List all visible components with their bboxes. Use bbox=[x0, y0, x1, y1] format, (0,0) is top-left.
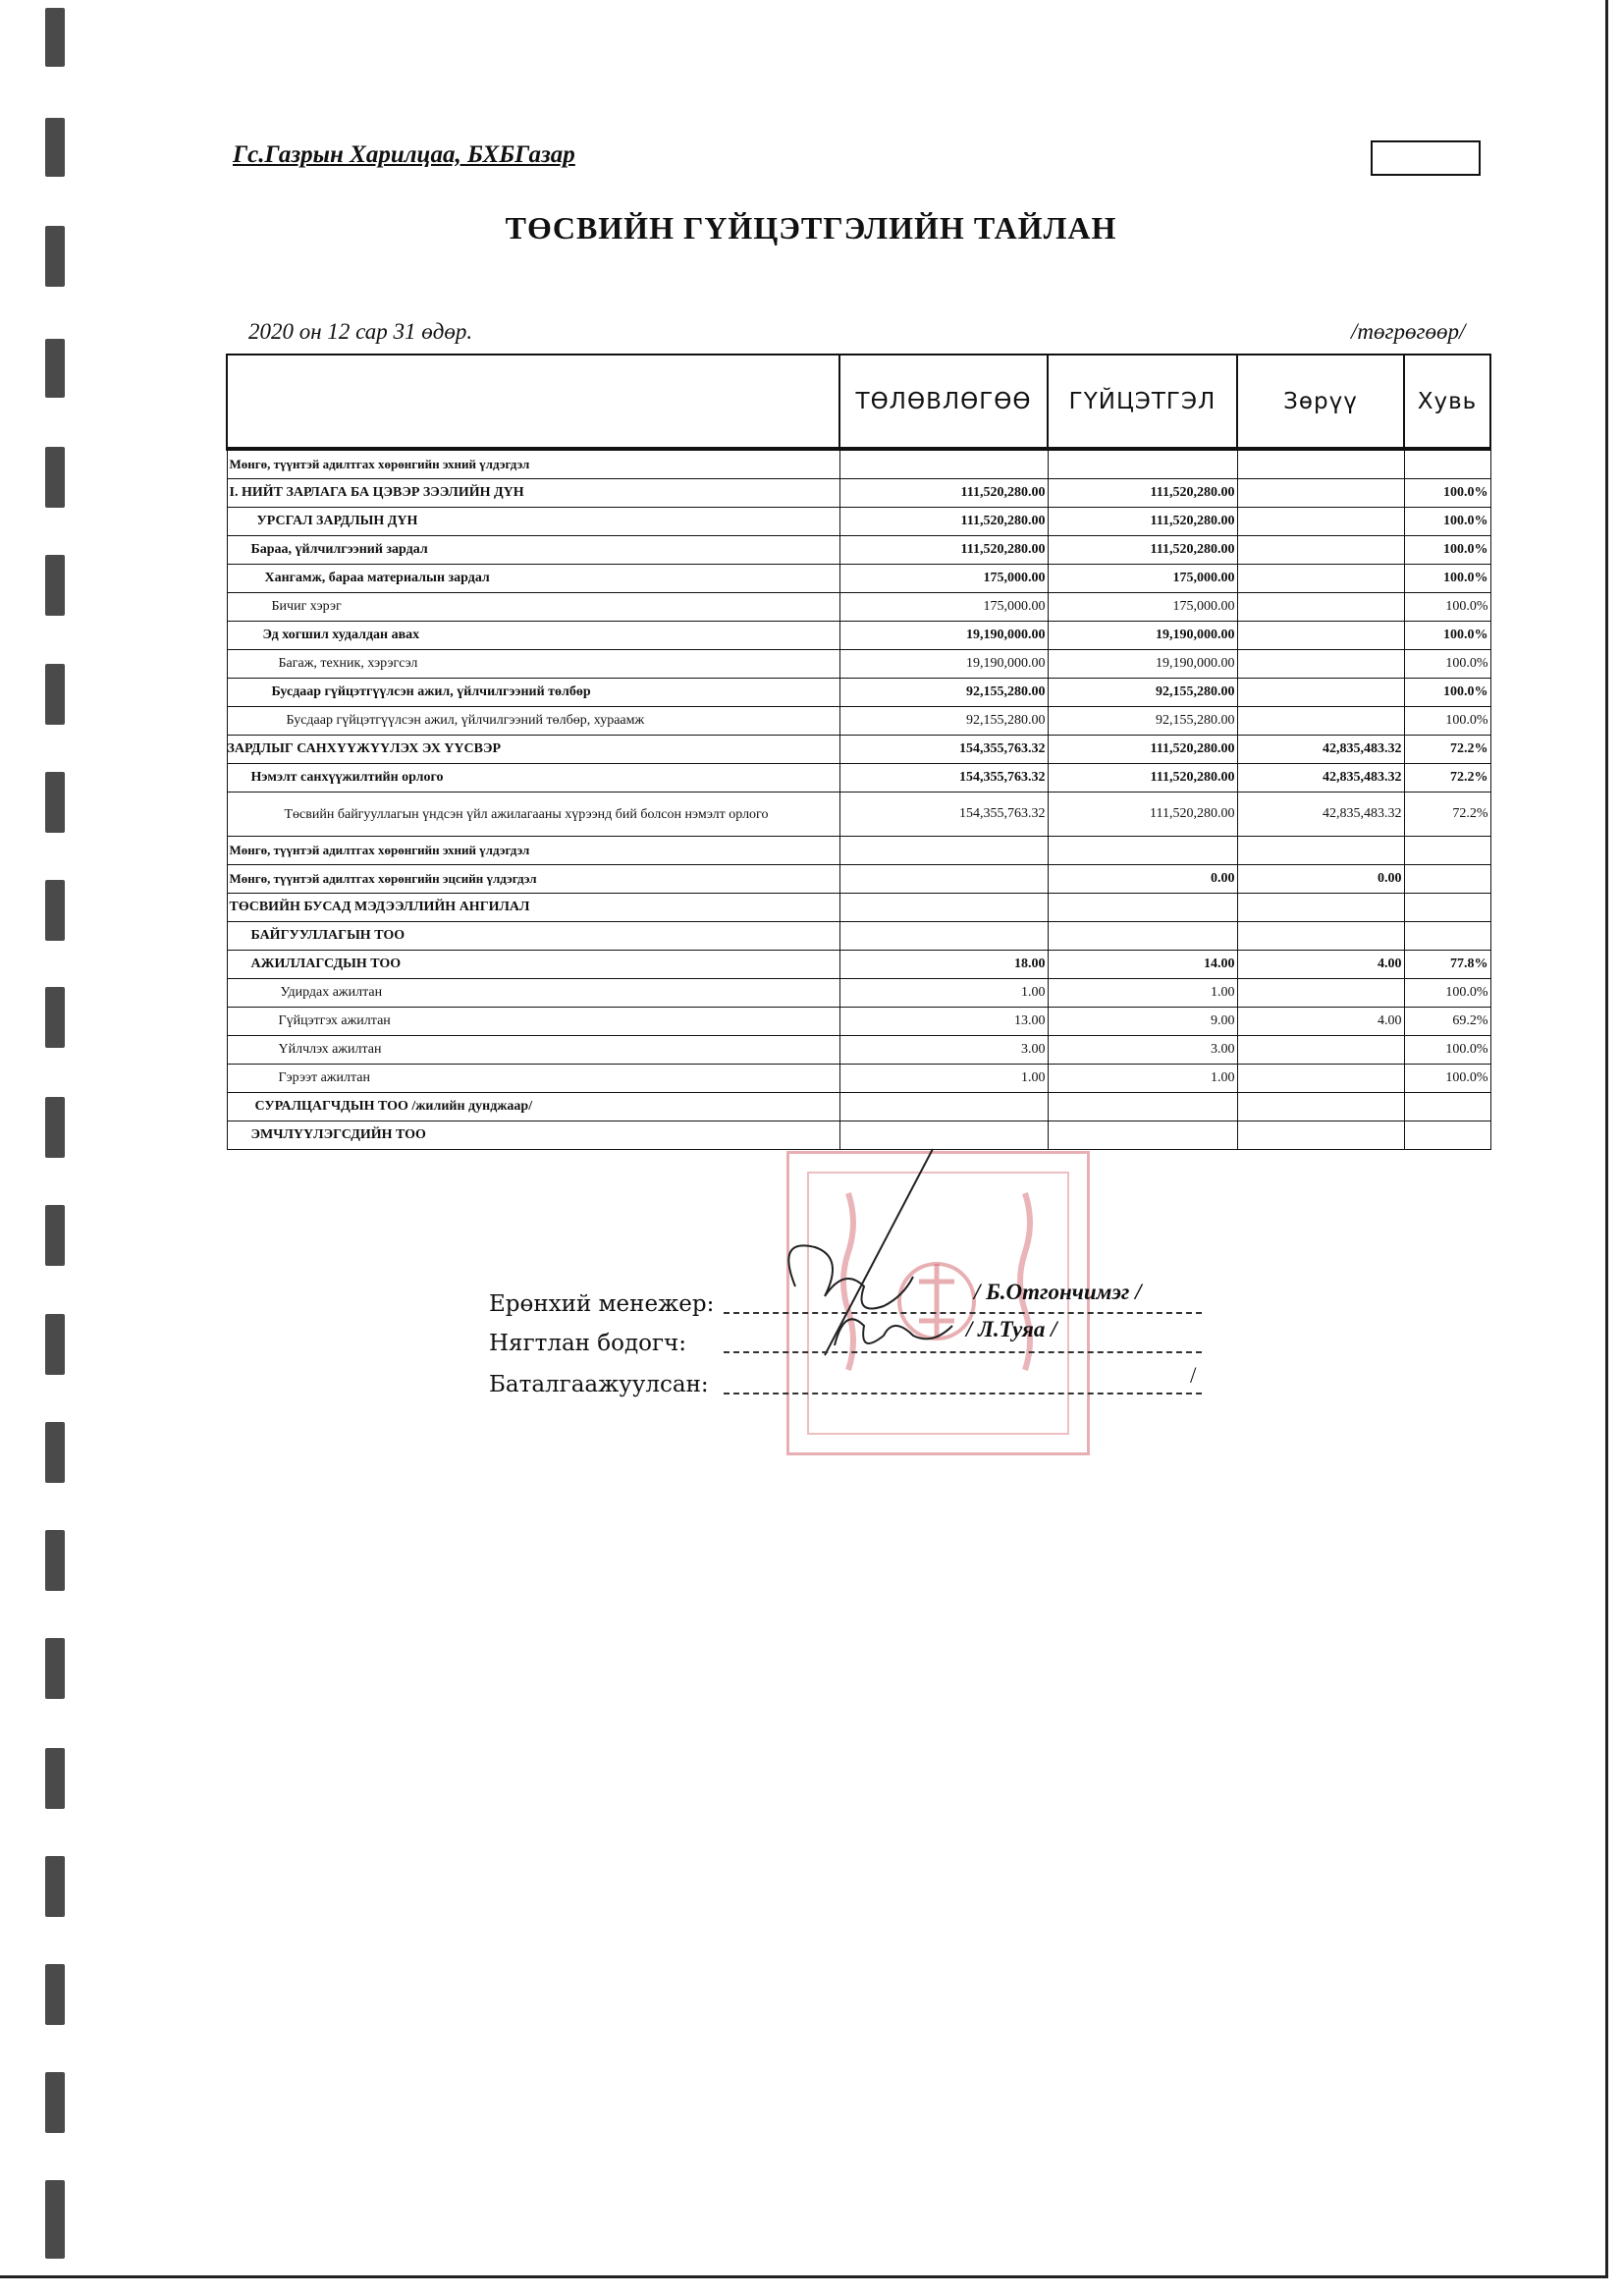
row-label: БАЙГУУЛЛАГЫН ТОО bbox=[227, 922, 839, 951]
table-row bbox=[227, 565, 1490, 593]
signature-name: / Л.Туяа / bbox=[966, 1317, 1057, 1341]
difference-cell bbox=[1237, 479, 1404, 508]
table-row bbox=[227, 865, 1490, 894]
row-label: СУРАЛЦАГЧДЫН ТОО /жилийн дунджаар/ bbox=[227, 1093, 839, 1121]
plan-cell: 111,520,280.00 bbox=[839, 479, 1048, 508]
row-label: Үйлчлэх ажилтан bbox=[227, 1036, 839, 1065]
signature-line bbox=[724, 1312, 1202, 1314]
column-header-plan: ТӨЛӨВЛӨГӨӨ bbox=[839, 355, 1048, 449]
row-label: ТӨСВИЙН БУСАД МЭДЭЭЛЛИЙН АНГИЛАЛ bbox=[227, 894, 839, 922]
table-row bbox=[227, 622, 1490, 650]
actual-cell: 1.00 bbox=[1048, 1065, 1237, 1093]
column-header-percent: Хувь bbox=[1404, 355, 1490, 449]
difference-cell bbox=[1237, 1093, 1404, 1121]
row-label: Нэмэлт санхүүжилтийн орлого bbox=[227, 764, 839, 793]
table-row bbox=[227, 1093, 1490, 1121]
percent-cell: 100.0% bbox=[1404, 622, 1490, 650]
percent-cell: 100.0% bbox=[1404, 679, 1490, 707]
actual-cell: 92,155,280.00 bbox=[1048, 679, 1237, 707]
difference-cell: 42,835,483.32 bbox=[1237, 764, 1404, 793]
difference-cell bbox=[1237, 449, 1404, 479]
signature-line bbox=[724, 1393, 1202, 1394]
difference-cell bbox=[1237, 1121, 1404, 1150]
percent-cell bbox=[1404, 865, 1490, 894]
binder-hole bbox=[45, 664, 65, 725]
plan-cell bbox=[839, 865, 1048, 894]
percent-cell: 100.0% bbox=[1404, 593, 1490, 622]
plan-cell: 154,355,763.32 bbox=[839, 764, 1048, 793]
row-label: ЭМЧЛҮҮЛЭГСДИЙН ТОО bbox=[227, 1121, 839, 1150]
table-row bbox=[227, 1036, 1490, 1065]
percent-cell: 77.8% bbox=[1404, 951, 1490, 979]
difference-cell bbox=[1237, 650, 1404, 679]
percent-cell: 100.0% bbox=[1404, 536, 1490, 565]
row-label: Гүйцэтгэх ажилтан bbox=[227, 1008, 839, 1036]
currency-unit: /төгрөгөөр/ bbox=[1351, 319, 1466, 344]
difference-cell bbox=[1237, 894, 1404, 922]
percent-cell bbox=[1404, 1121, 1490, 1150]
table-row bbox=[227, 1008, 1490, 1036]
plan-cell: 19,190,000.00 bbox=[839, 622, 1048, 650]
binder-hole bbox=[45, 2180, 65, 2259]
table-row bbox=[227, 894, 1490, 922]
actual-cell: 19,190,000.00 bbox=[1048, 622, 1237, 650]
difference-cell: 0.00 bbox=[1237, 865, 1404, 894]
actual-cell: 175,000.00 bbox=[1048, 593, 1237, 622]
table-row bbox=[227, 707, 1490, 736]
signature-name: / Б.Отгончимэг / bbox=[974, 1280, 1142, 1304]
percent-cell: 72.2% bbox=[1404, 764, 1490, 793]
binder-hole bbox=[45, 772, 65, 833]
actual-cell bbox=[1048, 1121, 1237, 1150]
difference-cell bbox=[1237, 508, 1404, 536]
percent-cell bbox=[1404, 1093, 1490, 1121]
table-row bbox=[227, 593, 1490, 622]
row-label: УРСГАЛ ЗАРДЛЫН ДҮН bbox=[227, 508, 839, 536]
plan-cell: 154,355,763.32 bbox=[839, 736, 1048, 764]
row-label: Гэрээт ажилтан bbox=[227, 1065, 839, 1093]
row-label: Багаж, техник, хэрэгсэл bbox=[227, 650, 839, 679]
actual-cell: 92,155,280.00 bbox=[1048, 707, 1237, 736]
signature-role: Нягтлан бодогч: bbox=[489, 1331, 687, 1356]
actual-cell bbox=[1048, 894, 1237, 922]
table-row bbox=[227, 736, 1490, 764]
plan-cell: 175,000.00 bbox=[839, 565, 1048, 593]
binder-hole bbox=[45, 447, 65, 508]
signature-role: Ерөнхий менежер: bbox=[489, 1291, 715, 1317]
plan-cell: 175,000.00 bbox=[839, 593, 1048, 622]
difference-cell bbox=[1237, 1065, 1404, 1093]
binder-hole bbox=[45, 1856, 65, 1917]
row-label bbox=[227, 793, 839, 837]
plan-cell: 154,355,763.32 bbox=[839, 793, 1048, 837]
actual-cell bbox=[1048, 1093, 1237, 1121]
difference-cell: 4.00 bbox=[1237, 1008, 1404, 1036]
actual-cell: 111,520,280.00 bbox=[1048, 793, 1237, 837]
plan-cell: 1.00 bbox=[839, 1065, 1048, 1093]
binder-hole bbox=[45, 1638, 65, 1699]
actual-cell: 3.00 bbox=[1048, 1036, 1237, 1065]
row-label: Эд хогшил худалдан авах bbox=[227, 622, 839, 650]
percent-cell bbox=[1404, 837, 1490, 865]
difference-cell bbox=[1237, 837, 1404, 865]
table-row bbox=[227, 650, 1490, 679]
row-label: Хангамж, бараа материалын зардал bbox=[227, 565, 839, 593]
column-header-label bbox=[227, 355, 839, 449]
plan-cell: 111,520,280.00 bbox=[839, 508, 1048, 536]
percent-cell: 100.0% bbox=[1404, 979, 1490, 1008]
percent-cell: 100.0% bbox=[1404, 650, 1490, 679]
form-code-box bbox=[1371, 140, 1481, 176]
plan-cell: 19,190,000.00 bbox=[839, 650, 1048, 679]
percent-cell bbox=[1404, 922, 1490, 951]
difference-cell bbox=[1237, 593, 1404, 622]
difference-cell: 42,835,483.32 bbox=[1237, 736, 1404, 764]
page-title: ТӨСВИЙН ГҮЙЦЭТГЭЛИЙН ТАЙЛАН bbox=[505, 210, 1117, 246]
difference-cell: 4.00 bbox=[1237, 951, 1404, 979]
page-edge-bottom bbox=[0, 2275, 1608, 2278]
binder-hole bbox=[45, 1964, 65, 2025]
row-label: Бусдаар гүйцэтгүүлсэн ажил, үйлчилгээний төлбөр bbox=[227, 679, 839, 707]
actual-cell: 175,000.00 bbox=[1048, 565, 1237, 593]
table-row bbox=[227, 479, 1490, 508]
row-label: ЗАРДЛЫГ САНХҮҮЖҮҮЛЭХ ЭХ ҮҮСВЭР bbox=[227, 736, 839, 764]
binder-hole bbox=[45, 987, 65, 1048]
plan-cell: 1.00 bbox=[839, 979, 1048, 1008]
plan-cell: 18.00 bbox=[839, 951, 1048, 979]
actual-cell: 111,520,280.00 bbox=[1048, 479, 1237, 508]
report-date: 2020 он 12 сар 31 өдөр. bbox=[248, 319, 473, 344]
plan-cell bbox=[839, 449, 1048, 479]
difference-cell bbox=[1237, 622, 1404, 650]
column-header-actual: ГҮЙЦЭТГЭЛ bbox=[1048, 355, 1237, 449]
column-header-difference: Зөрүү bbox=[1237, 355, 1404, 449]
actual-cell: 9.00 bbox=[1048, 1008, 1237, 1036]
plan-cell: 3.00 bbox=[839, 1036, 1048, 1065]
binder-hole bbox=[45, 1530, 65, 1591]
binder-hole bbox=[45, 1314, 65, 1375]
binder-hole bbox=[45, 1748, 65, 1809]
plan-cell bbox=[839, 894, 1048, 922]
signature-line bbox=[724, 1351, 1202, 1353]
actual-cell: 19,190,000.00 bbox=[1048, 650, 1237, 679]
budget-report-table bbox=[226, 354, 1491, 1150]
binder-hole bbox=[45, 1205, 65, 1266]
percent-cell: 100.0% bbox=[1404, 508, 1490, 536]
binder-hole bbox=[45, 1422, 65, 1483]
table-row bbox=[227, 449, 1490, 479]
difference-cell bbox=[1237, 707, 1404, 736]
row-label: Мөнгө, түүнтэй адилтгах хөрөнгийн эхний үлдэгдэл bbox=[227, 837, 839, 865]
organization-name: Гс.Газрын Харилцаа, БХБГазар bbox=[233, 141, 575, 168]
table-row bbox=[227, 1065, 1490, 1093]
plan-cell bbox=[839, 1093, 1048, 1121]
table-row bbox=[227, 951, 1490, 979]
actual-cell: 111,520,280.00 bbox=[1048, 536, 1237, 565]
plan-cell: 92,155,280.00 bbox=[839, 679, 1048, 707]
table-row bbox=[227, 764, 1490, 793]
table-row bbox=[227, 508, 1490, 536]
table-row bbox=[227, 536, 1490, 565]
row-label: Бичиг хэрэг bbox=[227, 593, 839, 622]
table-row bbox=[227, 793, 1490, 837]
percent-cell: 72.2% bbox=[1404, 736, 1490, 764]
percent-cell: 100.0% bbox=[1404, 565, 1490, 593]
plan-cell: 111,520,280.00 bbox=[839, 536, 1048, 565]
row-label: Удирдах ажилтан bbox=[227, 979, 839, 1008]
difference-cell bbox=[1237, 679, 1404, 707]
page-edge-right bbox=[1605, 0, 1608, 2276]
row-label: I. НИЙТ ЗАРЛАГА БА ЦЭВЭР ЗЭЭЛИЙН ДҮН bbox=[227, 479, 839, 508]
signature-role: Баталгаажуулсан: bbox=[489, 1372, 709, 1397]
actual-cell bbox=[1048, 449, 1237, 479]
row-label: Мөнгө, түүнтэй адилтгах хөрөнгийн эхний үлдэгдэл bbox=[227, 449, 839, 479]
difference-cell bbox=[1237, 922, 1404, 951]
percent-cell: 69.2% bbox=[1404, 1008, 1490, 1036]
percent-cell: 100.0% bbox=[1404, 707, 1490, 736]
table-row bbox=[227, 922, 1490, 951]
table-row bbox=[227, 679, 1490, 707]
row-label: Мөнгө, түүнтэй адилтгах хөрөнгийн эцсийн үлдэгдэл bbox=[227, 865, 839, 894]
binder-hole bbox=[45, 2072, 65, 2133]
table-row bbox=[227, 979, 1490, 1008]
binder-hole bbox=[45, 880, 65, 941]
percent-cell: 100.0% bbox=[1404, 479, 1490, 508]
difference-cell bbox=[1237, 565, 1404, 593]
percent-cell bbox=[1404, 894, 1490, 922]
actual-cell: 111,520,280.00 bbox=[1048, 736, 1237, 764]
percent-cell bbox=[1404, 449, 1490, 479]
actual-cell: 1.00 bbox=[1048, 979, 1237, 1008]
plan-cell bbox=[839, 922, 1048, 951]
actual-cell: 111,520,280.00 bbox=[1048, 508, 1237, 536]
table-body bbox=[227, 449, 1490, 1150]
binder-hole bbox=[45, 1097, 65, 1158]
plan-cell bbox=[839, 837, 1048, 865]
actual-cell: 0.00 bbox=[1048, 865, 1237, 894]
difference-cell: 42,835,483.32 bbox=[1237, 793, 1404, 837]
actual-cell bbox=[1048, 922, 1237, 951]
plan-cell: 92,155,280.00 bbox=[839, 707, 1048, 736]
actual-cell bbox=[1048, 837, 1237, 865]
difference-cell bbox=[1237, 979, 1404, 1008]
row-label-text: Төсвийн байгууллагын үндсэн үйл ажилагааны хүрээнд бий болсон нэмэлт орлого bbox=[284, 806, 769, 822]
row-label: Бусдаар гүйцэтгүүлсэн ажил, үйлчилгээний төлбөр, хураамж bbox=[227, 707, 839, 736]
difference-cell bbox=[1237, 536, 1404, 565]
binder-hole bbox=[45, 555, 65, 616]
table-header-row bbox=[227, 355, 1490, 449]
row-label: АЖИЛЛАГСДЫН ТОО bbox=[227, 951, 839, 979]
actual-cell: 111,520,280.00 bbox=[1048, 764, 1237, 793]
table-row bbox=[227, 837, 1490, 865]
percent-cell: 72.2% bbox=[1404, 793, 1490, 837]
actual-cell: 14.00 bbox=[1048, 951, 1237, 979]
plan-cell: 13.00 bbox=[839, 1008, 1048, 1036]
binder-hole bbox=[45, 118, 65, 177]
binder-hole bbox=[45, 8, 65, 67]
signature-name: / bbox=[1190, 1363, 1197, 1388]
difference-cell bbox=[1237, 1036, 1404, 1065]
row-label: Бараа, үйлчилгээний зардал bbox=[227, 536, 839, 565]
percent-cell: 100.0% bbox=[1404, 1036, 1490, 1065]
percent-cell: 100.0% bbox=[1404, 1065, 1490, 1093]
binder-hole bbox=[45, 339, 65, 398]
